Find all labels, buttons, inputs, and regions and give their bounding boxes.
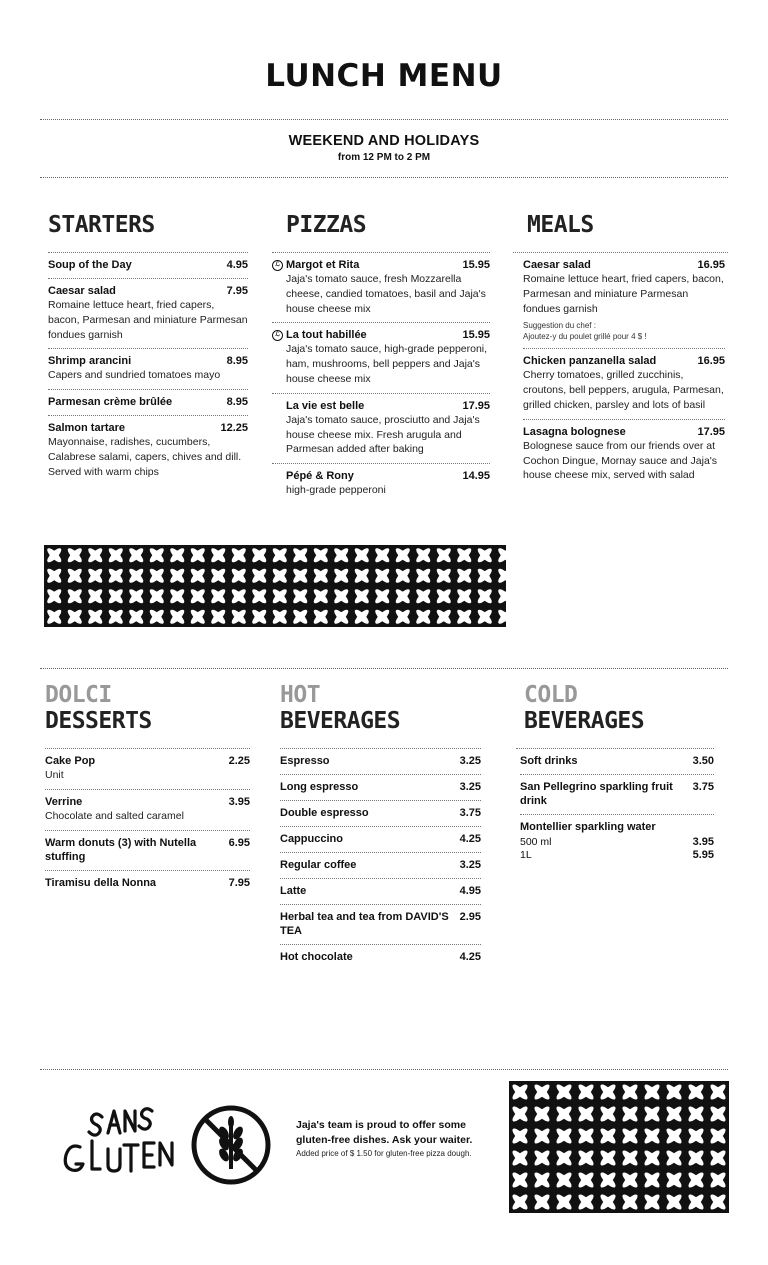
- item-name: San Pellegrino sparkling fruit drink: [520, 781, 673, 807]
- item-price: 16.95: [697, 259, 725, 271]
- item-description: Capers and sundried tomatoes mayo: [48, 369, 221, 382]
- size-option: [520, 849, 714, 862]
- item-name: Verrine: [45, 795, 83, 808]
- item-price: 3.95: [228, 795, 250, 808]
- item-price: 2.25: [228, 755, 250, 767]
- item-name: Cake Pop: [45, 755, 96, 767]
- item-description: Chocolate and salted caramel: [45, 809, 184, 822]
- desserts-section: [45, 682, 250, 896]
- menu-item: [523, 253, 725, 349]
- item-name: Shrimp arancini: [48, 355, 132, 368]
- menu-item: [45, 871, 250, 896]
- item-description: Mayonnaise, radishes, cucumbers, Calabrese salami, capers, chives and dill. Served with warm chips: [48, 436, 242, 478]
- item-description: Cherry tomatoes, grilled zucchinis, croutons, bell peppers, arugula, Parmesan, grilled chicken, parsley and lots of basil: [523, 369, 724, 411]
- item-name: Espresso: [280, 755, 330, 767]
- section-heading: PIZZAS: [286, 212, 367, 238]
- page-title: LUNCH MENU: [265, 58, 503, 94]
- section-heading-top: HOT: [280, 682, 321, 708]
- schedule-title: WEEKEND AND HOLIDAYS: [288, 133, 480, 149]
- item-description: Bolognese sauce from our friends over at Cochon Dingue, Mornay sauce and Jaja's house cheese mix, served with salad: [523, 439, 718, 482]
- item-name: Cappuccino: [280, 833, 343, 845]
- section-heading: BEVERAGES: [280, 708, 401, 734]
- size-label: 500 ml: [520, 836, 552, 848]
- menu-item: [280, 801, 481, 827]
- meals-list: [513, 253, 728, 489]
- item-name: Hot chocolate: [280, 951, 353, 963]
- item-price: 6.95: [228, 836, 250, 849]
- item-price: 3.75: [459, 807, 481, 819]
- sans-gluten-logo: [58, 1103, 183, 1183]
- hot-beverages-section: [280, 682, 481, 970]
- item-name: Long espresso: [280, 781, 359, 793]
- local-badge-icon: ℒ: [272, 330, 283, 341]
- item-price: 17.95: [697, 425, 725, 438]
- item-description: Jaja's tomato sauce, prosciutto and Jaja's house cheese mix. Fresh arugula and Parmesan added after baking: [286, 413, 480, 456]
- item-price: 7.95: [228, 876, 250, 889]
- item-name: Caesar salad: [523, 259, 591, 271]
- menu-item: [280, 905, 481, 945]
- meals-section: [513, 212, 728, 489]
- item-price: 7.95: [226, 285, 248, 297]
- cold-beverages-list: [516, 749, 714, 868]
- item-description: Jaja's tomato sauce, fresh Mozzarella cheese, candied tomatoes, basil and Jaja's house cheese mix: [286, 273, 486, 315]
- section-heading: DESSERTS: [45, 708, 152, 734]
- divider: [40, 177, 728, 178]
- item-name: Margot et Rita: [286, 259, 360, 271]
- menu-item: [280, 945, 481, 970]
- menu-item: [48, 279, 248, 349]
- starters-section: [48, 212, 248, 486]
- menu-item: [280, 775, 481, 801]
- desserts-list: [45, 749, 250, 896]
- section-heading: MEALS: [527, 212, 594, 238]
- item-price: 16.95: [697, 355, 725, 368]
- menu-item: [523, 349, 725, 419]
- cold-beverages-section: [516, 682, 714, 868]
- size-price: 3.95: [692, 836, 714, 848]
- item-price: 3.75: [692, 781, 714, 793]
- hot-beverages-list: [280, 749, 481, 970]
- menu-item: [523, 420, 725, 489]
- item-name: La vie est belle: [286, 399, 365, 412]
- item-price: 4.95: [226, 259, 248, 271]
- item-price: 3.25: [459, 859, 481, 871]
- item-name: Pépé & Rony: [286, 470, 354, 483]
- item-price: 4.25: [459, 833, 481, 845]
- item-name: Caesar salad: [48, 285, 116, 297]
- item-description: Jaja's tomato sauce, high-grade pepperoni, ham, mushrooms, bell peppers and Jaja's house cheese mix: [286, 343, 488, 385]
- item-name: Lasagna bolognese: [523, 425, 626, 438]
- section-heading-top: DOLCI: [45, 682, 112, 708]
- item-price: 4.95: [459, 885, 481, 897]
- menu-item: [280, 827, 481, 853]
- gluten-free-notice: [296, 1118, 496, 1160]
- item-price: 15.95: [462, 329, 490, 342]
- item-description: Unit: [45, 769, 64, 781]
- menu-item: [48, 349, 248, 390]
- item-name: Regular coffee: [280, 859, 357, 871]
- item-name: Soft drinks: [520, 755, 578, 767]
- notice-surcharge: Added price of $ 1.50 for gluten-free pizza dough.: [296, 1149, 472, 1158]
- divider: [40, 668, 728, 669]
- item-price: 15.95: [462, 259, 490, 271]
- item-description: Romaine lettuce heart, fried capers, bacon, Parmesan and miniature Parmesan fondues garnish: [48, 299, 248, 341]
- item-name: Parmesan crème brûlée: [48, 396, 173, 409]
- menu-item: [280, 879, 481, 905]
- item-name: La tout habillée: [286, 329, 367, 342]
- item-description: Romaine lettuce heart, fried capers, bacon, Parmesan and miniature Parmesan fondues garnish: [523, 273, 724, 315]
- item-description: high-grade pepperoni: [286, 484, 386, 497]
- item-name: Tiramisu della Nonna: [45, 876, 157, 889]
- section-heading: STARTERS: [48, 212, 155, 238]
- item-name: Soup of the Day: [48, 259, 132, 271]
- menu-item: [48, 390, 248, 416]
- size-label: 1L: [520, 849, 532, 861]
- schedule-hours: from 12 PM to 2 PM: [337, 152, 431, 163]
- decorative-pattern: [44, 545, 506, 627]
- section-heading: BEVERAGES: [524, 708, 645, 734]
- item-price: 2.95: [459, 911, 481, 923]
- item-price: 3.25: [459, 781, 481, 793]
- item-price: 14.95: [462, 470, 490, 483]
- menu-item: [45, 749, 250, 790]
- item-price: 4.25: [459, 951, 481, 963]
- menu-item: [45, 790, 250, 831]
- notice-line: Jaja's team is proud to offer some: [296, 1119, 466, 1131]
- pizzas-list: [272, 253, 490, 504]
- item-price: 3.25: [459, 755, 481, 767]
- item-price: 8.95: [226, 355, 248, 368]
- menu-item: [280, 749, 481, 775]
- menu-item: [48, 253, 248, 279]
- menu-item: [520, 775, 714, 815]
- decorative-pattern: [509, 1081, 729, 1213]
- item-name: Salmon tartare: [48, 422, 126, 435]
- menu-item: [45, 831, 250, 871]
- menu-item: [272, 464, 490, 504]
- item-price: 12.25: [220, 422, 248, 435]
- menu-item: [272, 394, 490, 464]
- local-badge-icon: ℒ: [272, 260, 283, 271]
- item-name: Latte: [280, 885, 307, 897]
- menu-item: [520, 815, 714, 868]
- menu-item: [280, 853, 481, 879]
- section-heading-top: COLD: [524, 682, 578, 708]
- size-price: 5.95: [692, 849, 714, 861]
- item-price: 8.95: [226, 396, 248, 409]
- item-price: 17.95: [462, 399, 490, 412]
- divider: [40, 119, 728, 120]
- notice-line: gluten-free dishes. Ask your waiter.: [296, 1134, 473, 1146]
- item-name: Herbal tea and tea from DAVID'S TEA: [280, 911, 449, 937]
- menu-item: [272, 323, 490, 393]
- menu-item: [48, 416, 248, 485]
- item-price: 3.50: [692, 755, 714, 767]
- starters-list: [48, 253, 248, 486]
- pizzas-section: [272, 212, 490, 504]
- gluten-free-icon: [189, 1103, 273, 1187]
- menu-item: [272, 253, 490, 323]
- divider: [40, 1069, 728, 1070]
- item-name: Montellier sparkling water: [520, 821, 656, 833]
- item-name: Chicken panzanella salad: [523, 355, 657, 368]
- size-option: [520, 836, 714, 849]
- item-name: Warm donuts (3) with Nutella stuffing: [45, 836, 197, 863]
- chef-suggestion-detail: Ajoutez-y du poulet grillé pour 4 $ !: [523, 332, 647, 342]
- item-name: Double espresso: [280, 807, 369, 819]
- chef-suggestion: Suggestion du chef :: [523, 321, 596, 331]
- menu-item: [520, 749, 714, 775]
